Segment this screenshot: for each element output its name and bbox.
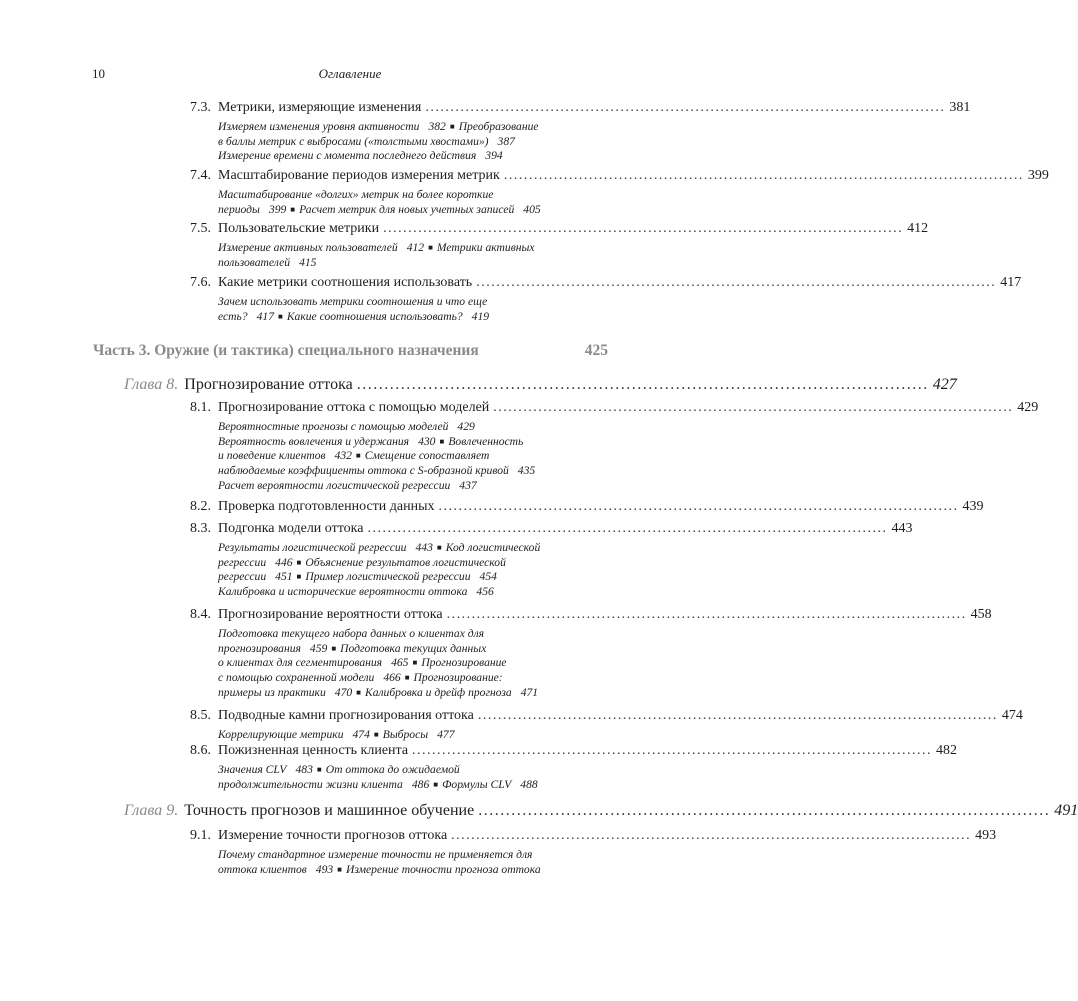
- subsection-page: 419: [471, 309, 490, 323]
- bullet-separator: ■: [316, 765, 322, 774]
- leader-dots: ........................................................................................................: [503, 168, 1024, 183]
- bullet-separator: ■: [277, 311, 283, 321]
- section-page: 417: [1000, 275, 1022, 290]
- section-page: 429: [1017, 400, 1039, 415]
- subsection-page: 483: [295, 763, 313, 776]
- subsection-line: [218, 435, 610, 450]
- subsection-title: Формулы CLV: [442, 777, 512, 791]
- subsection-line: [218, 256, 610, 271]
- subsection-line: [218, 479, 610, 494]
- subsection-line: [218, 556, 610, 571]
- leader-dots: ........................................................................................................: [477, 708, 998, 723]
- subsection-page: 412: [406, 241, 425, 254]
- running-title: Оглавление: [318, 66, 382, 81]
- subsection-title: периоды: [218, 202, 260, 216]
- subsection-page: 488: [520, 777, 538, 791]
- bullet-separator: ■: [290, 204, 296, 214]
- bullet-separator: ■: [337, 864, 343, 874]
- toc-entry-7-5[interactable]: [0, 221, 929, 273]
- toc-chapter-9[interactable]: [0, 802, 1078, 826]
- subsection-page: 430: [418, 434, 436, 448]
- leader-dots: ........................................................................................................: [493, 400, 1014, 415]
- bullet-separator: ■: [412, 658, 418, 668]
- subsection-line: [218, 420, 610, 435]
- subsection-list: [218, 728, 610, 743]
- section-title: Подводные камни прогнозирования оттока: [218, 708, 474, 723]
- section-title: Подгонка модели оттока: [218, 521, 364, 536]
- subsection-list: [218, 763, 610, 792]
- subsection-list: [218, 241, 610, 270]
- leader-dots: ........................................................................................................: [412, 743, 933, 758]
- section-title: Прогнозирование оттока с помощью моделей: [218, 400, 490, 415]
- subsection-title: пользователей: [218, 255, 291, 269]
- subsection-line: [218, 464, 610, 479]
- subsection-page: 394: [485, 149, 503, 163]
- bullet-separator: ■: [373, 730, 379, 739]
- chapter-label: Глава 9.: [124, 802, 179, 819]
- subsection-line: [218, 642, 610, 657]
- subsection-page: 486: [411, 777, 430, 791]
- subsection-line: [218, 863, 610, 878]
- subsection-title: Объяснение результатов логистической: [305, 555, 506, 569]
- subsection-line: [218, 778, 610, 793]
- section-number: 7.6.: [190, 275, 211, 290]
- chapter-page: 491: [1054, 802, 1078, 819]
- section-number: 7.3.: [190, 100, 211, 115]
- subsection-title: регрессии: [218, 570, 267, 584]
- section-title: Масштабирование периодов измерения метрик: [218, 168, 500, 183]
- section-page: 412: [907, 221, 929, 236]
- subsection-page: 405: [523, 202, 541, 216]
- subsection-list: [218, 627, 610, 701]
- part-title: Часть 3. Оружие (и тактика) специального назначения: [93, 342, 479, 359]
- leader-dots: ........................................................................................................: [425, 100, 946, 115]
- subsection-title: Калибровка и исторические вероятности оттока: [218, 585, 468, 599]
- section-page: 458: [970, 607, 992, 622]
- section-number: 9.1.: [190, 828, 211, 843]
- leader-dots: ........................................................................................................: [438, 499, 959, 514]
- toc-entry-8-1[interactable]: [0, 400, 1039, 498]
- bullet-separator: ■: [356, 687, 361, 697]
- subsection-list: [218, 541, 610, 600]
- subsection-page: 459: [309, 641, 328, 655]
- subsection-page: 493: [315, 862, 334, 876]
- subsection-line: [218, 241, 610, 256]
- subsection-title: Зачем использовать метрики соотношения и что еще: [218, 295, 488, 308]
- subsection-title: Вероятностные прогнозы с помощью моделей: [218, 420, 449, 433]
- subsection-title: в баллы метрик с выбросами («толстыми хвостами»): [218, 134, 489, 148]
- subsection-title: Метрики активных: [436, 241, 535, 254]
- subsection-line: [218, 656, 610, 671]
- subsection-title: Подготовка текущего набора данных о клиентах для: [218, 627, 485, 640]
- subsection-title: Измерение активных пользователей: [218, 241, 398, 254]
- subsection-page: 470: [334, 685, 353, 699]
- page-header: [92, 66, 608, 84]
- subsection-title: примеры из практики: [218, 685, 326, 699]
- section-number: 8.4.: [190, 607, 211, 622]
- chapter-title: Прогнозирование оттока: [184, 376, 353, 393]
- subsection-title: продолжительности жизни клиента: [218, 777, 403, 791]
- section-number: 7.5.: [190, 221, 211, 236]
- section-title: Какие метрики соотношения использовать: [218, 275, 473, 290]
- subsection-line: [218, 310, 610, 325]
- subsection-list: [218, 420, 610, 494]
- subsection-line: [218, 449, 610, 464]
- subsection-line: [218, 570, 610, 585]
- subsection-page: 429: [457, 420, 475, 433]
- bullet-separator: ■: [355, 451, 361, 461]
- section-page: 493: [975, 828, 997, 843]
- subsection-title: с помощью сохраненной модели: [218, 671, 375, 685]
- toc-entry-8-3[interactable]: [0, 521, 913, 603]
- subsection-title: есть?: [218, 309, 248, 323]
- leader-dots: ........................................................................................................: [446, 607, 967, 622]
- section-page: 482: [936, 743, 958, 758]
- subsection-list: [218, 120, 610, 164]
- toc-entry-8-6[interactable]: [0, 743, 958, 795]
- subsection-title: Почему стандартное измерение точности не применяется для: [218, 848, 533, 861]
- subsection-title: наблюдаемые коэффициенты оттока с S-образной кривой: [218, 464, 509, 478]
- toc-part-3[interactable]: [0, 342, 682, 366]
- subsection-list: [218, 848, 610, 877]
- subsection-page: 471: [520, 685, 539, 699]
- chapter-label: Глава 8.: [124, 376, 179, 393]
- subsection-page: 454: [479, 570, 497, 584]
- bullet-separator: ■: [433, 779, 439, 789]
- bullet-separator: ■: [296, 572, 302, 582]
- leader-dots: ........................................................................................................: [476, 275, 997, 290]
- toc-entry-7-3[interactable]: [0, 100, 971, 170]
- toc-entry-9-1[interactable]: [0, 828, 997, 880]
- subsection-line: [218, 848, 610, 863]
- subsection-page: 466: [383, 671, 401, 685]
- bullet-separator: ■: [404, 673, 410, 683]
- subsection-title: Какие соотношения использовать?: [286, 309, 463, 323]
- subsection-line: [218, 203, 610, 218]
- subsection-line: [218, 627, 610, 642]
- subsection-line: [218, 149, 610, 164]
- subsection-title: о клиентах для сегментирования: [218, 656, 383, 670]
- subsection-line: [218, 763, 610, 778]
- subsection-page: 387: [497, 134, 515, 148]
- bullet-separator: ■: [296, 557, 302, 567]
- subsection-title: Выбросы: [382, 728, 429, 741]
- subsection-title: Измеряем изменения уровня активности: [218, 120, 420, 133]
- subsection-page: 446: [275, 555, 293, 569]
- toc-chapter-8[interactable]: [0, 376, 957, 400]
- subsection-title: Расчет вероятности логистической регрессии: [218, 478, 451, 492]
- subsection-title: оттока клиентов: [218, 862, 307, 876]
- subsection-line: [218, 188, 610, 203]
- subsection-page: 474: [352, 728, 370, 741]
- subsection-list: [218, 188, 610, 217]
- toc-entry-7-6[interactable]: [0, 275, 1022, 327]
- leader-dots: ........................................................................................................: [383, 221, 904, 236]
- subsection-page: 465: [391, 656, 409, 670]
- bullet-separator: ■: [436, 543, 442, 552]
- subsection-line: [218, 585, 610, 600]
- subsection-page: 451: [275, 570, 293, 584]
- section-number: 8.5.: [190, 708, 211, 723]
- bullet-separator: ■: [449, 122, 455, 131]
- bullet-separator: ■: [439, 436, 445, 446]
- subsection-page: 399: [268, 202, 287, 216]
- chapter-page: 427: [932, 376, 957, 393]
- section-page: 443: [891, 521, 913, 536]
- subsection-title: Измерение точности прогноза оттока: [346, 862, 541, 876]
- subsection-title: Пример логистической регрессии: [305, 570, 471, 584]
- section-page: 474: [1001, 708, 1023, 723]
- subsection-title: прогнозирования: [218, 641, 301, 655]
- subsection-page: 477: [437, 728, 455, 741]
- subsection-title: регрессии: [218, 555, 267, 569]
- subsection-title: Калибровка и дрейф прогноза: [365, 685, 512, 699]
- subsection-line: [218, 728, 610, 743]
- subsection-page: 435: [517, 464, 536, 478]
- subsection-line: [218, 671, 610, 686]
- subsection-line: [218, 541, 610, 556]
- subsection-line: [218, 120, 610, 135]
- subsection-title: Прогнозирование: [421, 656, 507, 670]
- subsection-page: 417: [256, 309, 274, 323]
- subsection-title: Масштабирование «долгих» метрик на более короткие: [218, 188, 494, 201]
- section-title: Метрики, измеряющие изменения: [218, 100, 422, 115]
- section-number: 7.4.: [190, 168, 211, 183]
- subsection-page: 443: [415, 541, 433, 554]
- section-title: Прогнозирование вероятности оттока: [218, 607, 443, 622]
- section-number: 8.2.: [190, 499, 211, 514]
- subsection-title: Смещение сопоставляет: [364, 449, 490, 463]
- part-page: 425: [584, 342, 608, 359]
- subsection-page: 437: [459, 478, 477, 492]
- subsection-line: [218, 135, 610, 150]
- section-number: 8.3.: [190, 521, 211, 536]
- subsection-title: Измерение времени с момента последнего действия: [218, 149, 477, 163]
- bullet-separator: ■: [428, 243, 433, 252]
- subsection-title: Прогнозирование:: [413, 671, 503, 685]
- subsection-title: Вероятность вовлечения и удержания: [218, 434, 410, 448]
- toc-entry-8-5[interactable]: [0, 708, 1023, 746]
- section-title: Измерение точности прогнозов оттока: [218, 828, 448, 843]
- leader-dots: ........................................................................................................: [356, 376, 929, 393]
- subsection-line: [218, 686, 610, 701]
- subsection-title: Подготовка текущих данных: [340, 641, 487, 655]
- bullet-separator: ■: [331, 643, 337, 653]
- subsection-page: 432: [334, 449, 352, 463]
- subsection-title: От оттока до ожидаемой: [325, 763, 460, 776]
- section-page: 439: [962, 499, 984, 514]
- subsection-title: Преобразование: [458, 120, 539, 133]
- toc-entry-8-2[interactable]: [0, 499, 984, 519]
- subsection-page: 415: [299, 255, 317, 269]
- section-title: Проверка подготовленности данных: [218, 499, 435, 514]
- subsection-title: Код логистической: [445, 541, 541, 554]
- subsection-title: Расчет метрик для новых учетных записей: [299, 202, 515, 216]
- section-title: Пользовательские метрики: [218, 221, 380, 236]
- subsection-page: 382: [428, 120, 446, 133]
- subsection-title: Коррелирующие метрики: [218, 728, 344, 741]
- section-title: Пожизненная ценность клиента: [218, 743, 409, 758]
- leader-dots: ........................................................................................................: [451, 828, 972, 843]
- subsection-page: 456: [476, 585, 494, 599]
- toc-entry-7-4[interactable]: [0, 168, 1049, 220]
- section-page: 381: [949, 100, 971, 115]
- subsection-list: [218, 295, 610, 324]
- toc-entry-8-4[interactable]: [0, 607, 992, 703]
- section-page: 399: [1027, 168, 1049, 183]
- subsection-title: и поведение клиентов: [218, 449, 326, 463]
- section-number: 8.1.: [190, 400, 211, 415]
- leader-dots: ........................................................................................................: [367, 521, 888, 536]
- leader-dots: ........................................................................................................: [478, 802, 1051, 819]
- subsection-title: Значения CLV: [218, 763, 287, 776]
- subsection-title: Результаты логистической регрессии: [218, 541, 407, 554]
- subsection-title: Вовлеченность: [448, 434, 524, 448]
- section-number: 8.6.: [190, 743, 211, 758]
- chapter-title: Точность прогнозов и машинное обучение: [184, 802, 475, 819]
- page-number: 10: [92, 66, 105, 81]
- subsection-line: [218, 295, 610, 310]
